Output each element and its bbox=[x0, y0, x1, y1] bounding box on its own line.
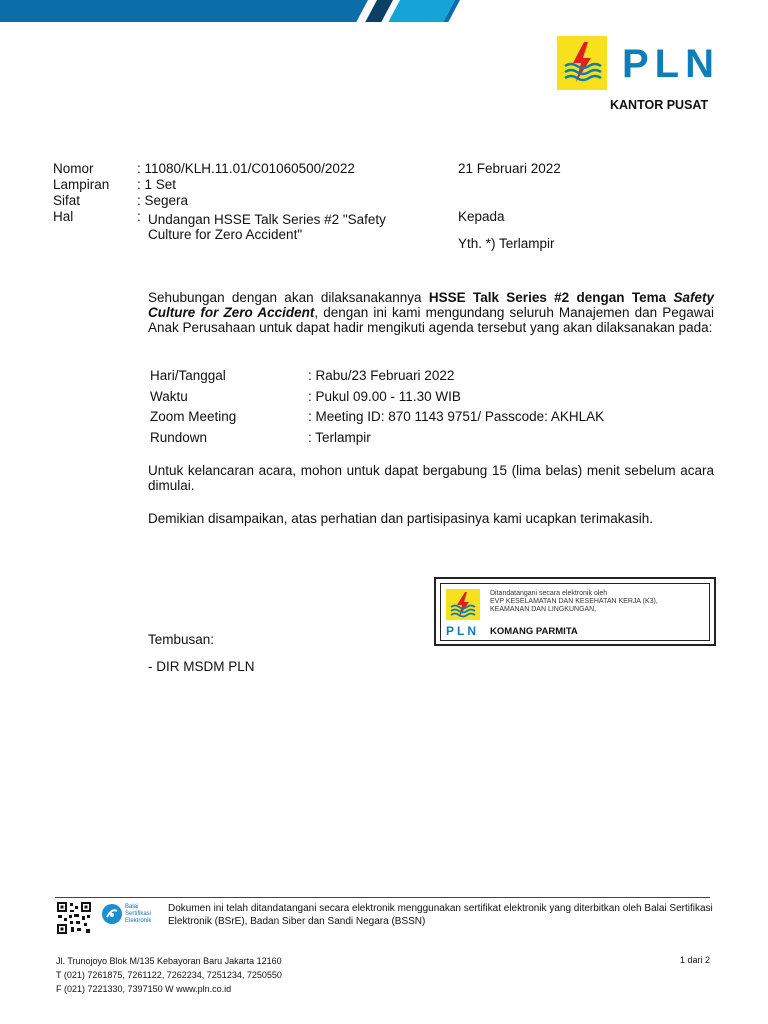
esign-disclaimer: Dokumen ini telah ditandatangani secara elektronik menggunakan sertifikat elektronik yang diterbitkan oleh Balai Sertifikasi Elektronik (BSrE), Badan Siber dan Sandi Negara (BSSN) bbox=[168, 903, 713, 927]
p1-rest: , dengan ini kami mengundang seluruh Manajemen dan Pegawai Anak Perusahaan untuk dapat hadir mengikuti agenda tersebut yang akan dilaksanakan pada: bbox=[148, 305, 715, 335]
hal-label: Hal bbox=[53, 209, 74, 224]
nomor-value: : 11080/KLH.11.01/C01060500/2022 bbox=[137, 161, 355, 176]
footer-phone: T (021) 7261875, 7261122, 7262234, 7251234, 7250550 bbox=[56, 970, 282, 980]
bsre-line-3: Elektronik bbox=[125, 918, 152, 924]
signature-line-2: EVP KESELAMATAN DAN KESEHATAN KERJA (K3), bbox=[490, 598, 658, 605]
agenda-label-zoom: Zoom Meeting bbox=[150, 409, 237, 424]
page-number: 1 dari 2 bbox=[680, 955, 711, 965]
agenda-value-zoom: : Meeting ID: 870 1143 9751/ Passcode: AKHLAK bbox=[308, 409, 605, 424]
body-paragraph-1 bbox=[148, 290, 714, 335]
hal-colon: : bbox=[137, 209, 141, 224]
signatory-name: KOMANG PARMITA bbox=[490, 626, 578, 637]
body-paragraph-3: Demikian disampaikan, atas perhatian dan partisipasinya kami ucapkan terimakasih. bbox=[148, 511, 654, 526]
agenda-value-time: : Pukul 09.00 - 11.30 WIB bbox=[308, 389, 461, 404]
lampiran-value: : 1 Set bbox=[137, 177, 177, 192]
tembusan-item: - DIR MSDM PLN bbox=[148, 659, 255, 674]
agenda-label-time: Waktu bbox=[150, 389, 188, 404]
hal-value-line1: Undangan HSSE Talk Series #2 "Safety bbox=[148, 212, 386, 227]
tembusan-label: Tembusan: bbox=[148, 632, 215, 647]
header-band bbox=[0, 0, 768, 22]
pln-logo-text: PLN bbox=[622, 42, 720, 86]
signature-line-1: Ditandatangani secara elektronik oleh bbox=[490, 590, 608, 597]
agenda-label-rundown: Rundown bbox=[150, 430, 208, 445]
bsre-line-2: Sertifikasi bbox=[125, 911, 152, 917]
agenda-value-date: : Rabu/23 Februari 2022 bbox=[308, 368, 455, 383]
p1-intro: Sehubungan dengan akan dilaksanakannya bbox=[148, 290, 429, 305]
lampiran-label: Lampiran bbox=[53, 177, 110, 192]
signature-line-3: KEAMANAN DAN LINGKUNGAN, bbox=[490, 606, 597, 613]
pln-logo-icon bbox=[557, 36, 607, 90]
agenda-value-rundown: : Terlampir bbox=[308, 430, 371, 445]
sifat-label: Sifat bbox=[53, 193, 81, 208]
footer-fax-web: F (021) 7221330, 7397150 W www.pln.co.id bbox=[56, 984, 232, 994]
body-paragraph-2: Untuk kelancaran acara, mohon untuk dapat bergabung 15 (lima belas) menit sebelum acara dimulai. bbox=[148, 463, 714, 493]
nomor-label: Nomor bbox=[53, 161, 94, 176]
footer-address: Jl. Trunojoyo Blok M/135 Kebayoran Baru Jakarta 12160 bbox=[56, 956, 282, 966]
p1-bold-italic: Safety Culture for Zero Accident bbox=[148, 290, 715, 320]
header-band-main bbox=[0, 0, 368, 22]
kepada-label: Kepada bbox=[458, 209, 505, 224]
recipient: Yth. *) Terlampir bbox=[458, 236, 555, 251]
agenda-label-date: Hari/Tanggal bbox=[150, 368, 226, 383]
signature-pln-logo-icon bbox=[446, 589, 480, 620]
letter-date: 21 Februari 2022 bbox=[458, 161, 561, 176]
bsre-logo-icon bbox=[102, 904, 122, 924]
signature-pln-text: PLN bbox=[446, 624, 479, 638]
p1-bold: HSSE Talk Series #2 dengan Tema bbox=[428, 290, 674, 305]
qr-code-icon bbox=[56, 901, 92, 935]
bsre-line-1: Balai bbox=[125, 904, 139, 910]
sifat-value: : Segera bbox=[137, 193, 189, 208]
hal-value-line2: Culture for Zero Accident" bbox=[148, 227, 303, 242]
office-label: KANTOR PUSAT bbox=[610, 98, 709, 112]
footer-divider bbox=[55, 897, 710, 898]
